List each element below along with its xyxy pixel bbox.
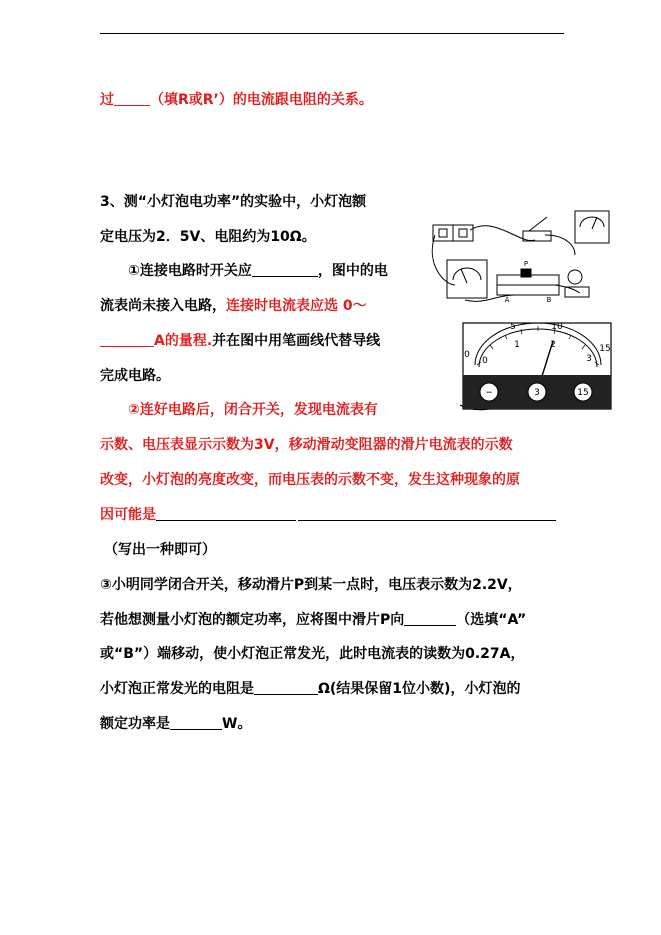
q1-text-a: ①连接电路时开关应: [128, 263, 252, 279]
q3-l5-b: W。: [222, 716, 252, 732]
rheostat-label-p: P: [523, 260, 529, 268]
q3-line3: 或“B”）端移动，使小灯泡正常发光，此时电流表的读数为0.27A，: [100, 646, 525, 662]
blank-cause-a[interactable]: [156, 506, 296, 521]
prev-prefix: 过: [100, 92, 114, 108]
q3-line5: [100, 714, 251, 734]
blank-slide-direction[interactable]: [404, 611, 456, 626]
q1-line2: [100, 296, 367, 316]
scale-bottom-0: 0: [482, 356, 488, 366]
q3-l4-a: 小灯泡正常发光的电阻是: [100, 681, 254, 697]
p3-intro-line1: 3、测“小灯泡电功率”的实验中，小灯泡额: [100, 194, 367, 210]
blank-switch-state[interactable]: [252, 262, 318, 277]
q3-line1: ③小明同学闭合开关，移动滑片P到某一点时，电压表示数为2.2V，: [100, 577, 522, 593]
scale-bottom-1: 1: [514, 340, 520, 350]
scale-bottom-3: 3: [586, 354, 592, 364]
terminal-label-minus: −: [485, 388, 493, 398]
q3-line2: [100, 610, 526, 630]
rheostat-label-b: B: [546, 296, 552, 304]
q3-l5-a: 额定功率是: [100, 716, 170, 732]
header-rule: [100, 33, 564, 34]
blank-resistance[interactable]: [254, 680, 318, 695]
q2-line2: 示数、电压表显示示数为3V，移动滑动变阻器的滑片电流表的示数: [100, 437, 513, 453]
q1-l2-black: 流表尚未接入电路，: [100, 298, 226, 314]
q2-line3: 改变，小灯泡的亮度改变，而电压表的示数不变，发生这种现象的原: [100, 472, 520, 488]
blank-ammeter-range[interactable]: [100, 332, 154, 347]
scale-top-0: 0: [464, 350, 470, 360]
scale-bottom-2: 2: [550, 340, 556, 350]
q3-l4-b: Ω(结果保留1位小数)，小灯泡的: [318, 681, 521, 697]
q1-l3-black: 并在图中用笔画线代替导线: [212, 333, 381, 349]
prev-question-line: [100, 90, 373, 110]
blank-cause-b[interactable]: [298, 506, 556, 521]
q2-line4: [100, 505, 556, 525]
switch: [523, 231, 551, 241]
terminal-label-3: 3: [534, 388, 540, 398]
wire-3: [545, 235, 575, 255]
q1-text-b: ，图中的电: [317, 263, 388, 279]
q3-line4: [100, 679, 520, 699]
wire-2: [470, 226, 535, 241]
circuit-figure: [425, 205, 615, 420]
q1-line1: [128, 261, 388, 281]
prev-suffix: （填R或R’）的电流跟电阻的关系。: [150, 92, 373, 108]
scale-top-5: 5: [510, 322, 516, 332]
blank-r-or-r-prime[interactable]: [114, 91, 150, 106]
rheostat-label-a: A: [504, 296, 510, 304]
q2-note: （写出一种即可）: [104, 542, 216, 558]
meter-arc-inner: [479, 329, 597, 367]
q1-l3-red: A的量程.: [154, 333, 213, 349]
lamp: [568, 270, 582, 284]
q1-line3: [100, 331, 380, 351]
q2-line1: ②连好电路后，闭合开关，发现电流表有: [128, 402, 378, 418]
q2-l4-red: 因可能是: [100, 507, 156, 523]
q3-l2-b: （选填“A”: [456, 612, 527, 628]
q1-l2-red: 连接时电流表应选 0～: [226, 298, 367, 314]
p3-intro-line2: 定电压为2．5V、电阻约为10Ω。: [100, 229, 316, 245]
q3-l2-a: 若他想测量小灯泡的额定功率，应将图中滑片P向: [100, 612, 405, 628]
q1-line4: 完成电路。: [100, 368, 170, 384]
scale-top-10: 10: [551, 322, 563, 332]
scale-top-15: 15: [599, 344, 611, 354]
terminal-label-15: 15: [577, 388, 589, 398]
blank-rated-power[interactable]: [170, 715, 222, 730]
